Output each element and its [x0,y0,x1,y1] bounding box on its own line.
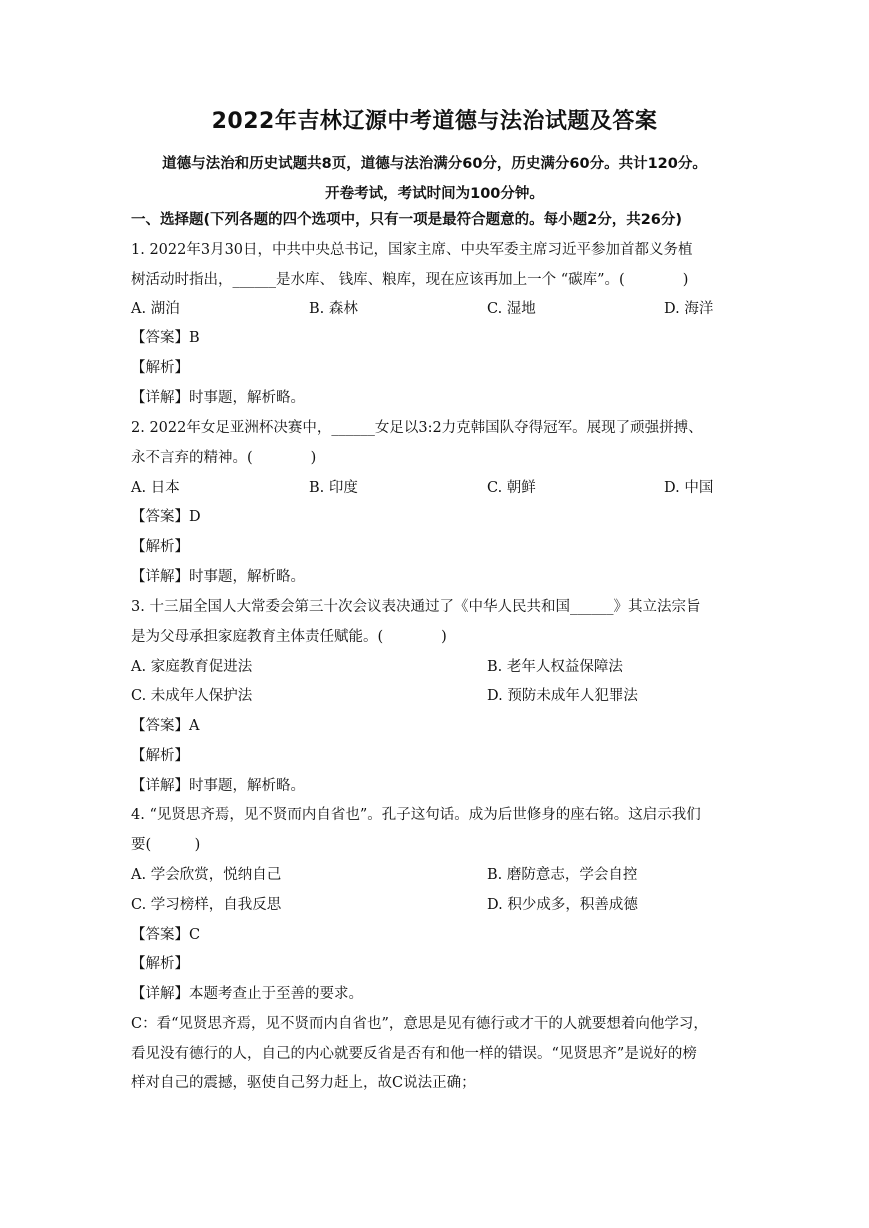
q2-option-b: B. 印度 [309,480,358,496]
q1-detail: 【详解】时事题，解析略。 [131,390,305,406]
q3-option-d: D. 预防未成年人犯罪法 [487,688,638,704]
q4-option-c: C. 学习榜样，自我反思 [131,897,282,913]
q1-stem-line-1: 1. 2022年3月30日，中共中央总书记，国家主席、中央军委主席习近平参加首都义务植 [131,242,693,258]
q3-detail: 【详解】时事题，解析略。 [131,778,305,794]
q1-analysis: 【解析】 [131,360,189,376]
q3-answer: 【答案】A [131,718,200,734]
exam-info-line-1: 道德与法治和历史试题共8页，道德与法治满分60分，历史满分60分。共计120分。 [162,156,707,172]
q4-analysis: 【解析】 [131,956,189,972]
q3-option-b: B. 老年人权益保障法 [487,659,623,675]
q2-option-c: C. 朝鲜 [487,480,536,496]
q3-stem-line-2: 是为父母承担家庭教育主体责任赋能。( ) [131,629,447,645]
q1-option-c: C. 湿地 [487,301,536,317]
q3-analysis: 【解析】 [131,748,189,764]
section-heading: 一、选择题(下列各题的四个选项中，只有一项是最符合题意的。每小题2分，共26分) [131,212,683,228]
q2-stem-line-1: 2. 2022年女足亚洲杯决赛中，______女足以3:2力克韩国队夺得冠军。展现了顽强拼搏、 [131,420,703,436]
q1-stem-line-2: 树活动时指出，______是水库、 钱库、粮库，现在应该再加上一个 “碳库”。( ) [131,272,689,288]
q3-option-a: A. 家庭教育促进法 [131,659,253,675]
q3-stem-line-1: 3. 十三届全国人大常委会第三十次会议表决通过了《中华人民共和国______》其立法宗旨 [131,599,701,615]
q4-option-a: A. 学会欣赏，悦纳自己 [131,867,282,883]
q2-option-d: D. 中国 [664,480,714,496]
q4-stem-line-2: 要( ) [131,837,201,853]
q1-answer: 【答案】B [131,330,200,346]
q1-option-d: D. 海洋 [664,301,714,317]
q2-stem-line-2: 永不言弃的精神。( ) [131,450,317,466]
q4-explanation-line-3: 样对自己的震撼，驱使自己努力赶上，故C说法正确； [131,1075,476,1091]
q1-option-b: B. 森林 [309,301,358,317]
q2-answer: 【答案】D [131,509,201,525]
q4-option-b: B. 磨防意志，学会自控 [487,867,638,883]
q2-detail: 【详解】时事题，解析略。 [131,569,305,585]
q3-option-c: C. 未成年人保护法 [131,688,253,704]
q4-answer: 【答案】C [131,927,201,943]
q4-explanation-line-2: 看见没有德行的人，自己的内心就要反省是否有和他一样的错误。“见贤思齐”是说好的榜 [131,1046,697,1062]
q4-option-d: D. 积少成多，积善成德 [487,897,638,913]
exam-info-line-2: 开卷考试，考试时间为100分钟。 [325,186,544,202]
page-title: 2022年吉林辽源中考道德与法治试题及答案 [211,109,658,134]
q2-analysis: 【解析】 [131,539,189,555]
q4-stem-line-1: 4. “见贤思齐焉，见不贤而内自省也”。孔子这句话。成为后世修身的座右铭。这启示我们 [131,807,701,823]
q4-explanation-line-1: C：看“见贤思齐焉，见不贤而内自省也”，意思是见有德行或才干的人就要想着向他学习， [131,1016,708,1032]
q2-option-a: A. 日本 [131,480,180,496]
q1-option-a: A. 湖泊 [131,301,180,317]
q4-detail: 【详解】本题考查止于至善的要求。 [131,986,363,1002]
